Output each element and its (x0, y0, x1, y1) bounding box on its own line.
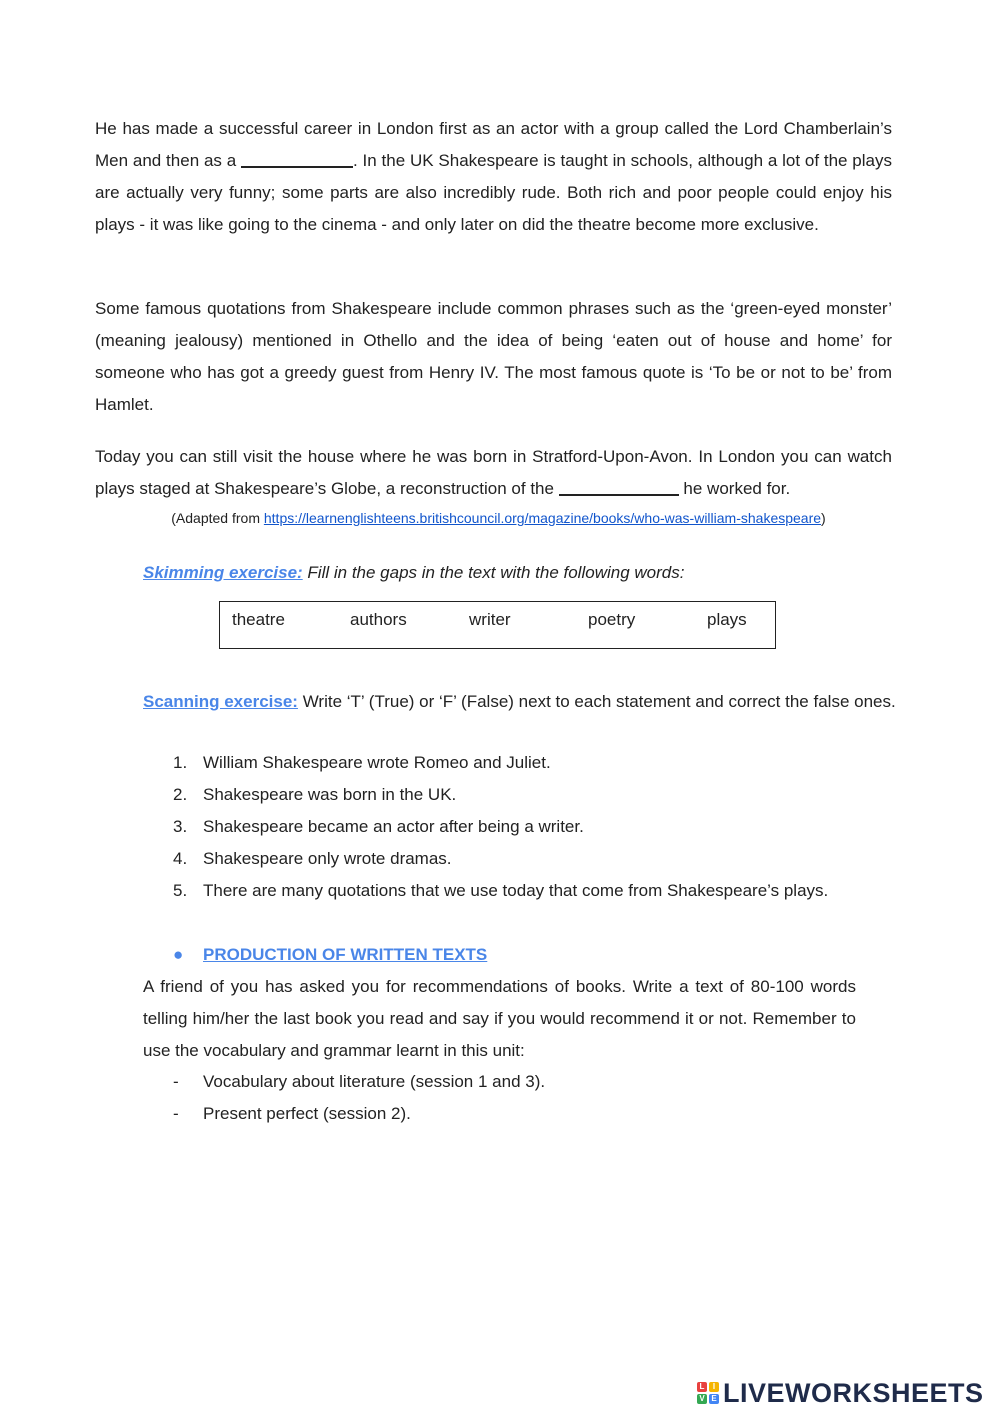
logo-text: LIVEWORKSHEETS (723, 1377, 984, 1408)
requirement-item (173, 1066, 545, 1098)
paragraph-globe-start: Today you can still visit the house where he was born in Stratford-Upon-Avon. In London you can watch plays staged at Shakespeare’s Globe, a reconstruction of the (95, 447, 892, 498)
statement-number: 2. (173, 785, 188, 804)
requirement-item (173, 1098, 411, 1130)
word-bank (219, 601, 776, 649)
statement-item (173, 843, 452, 875)
logo-mark-letter: V (697, 1394, 707, 1404)
source-link[interactable]: https://learnenglishteens.britishcouncil.org/magazine/books/who-was-william-shakespeare (263, 510, 822, 526)
paragraph-globe (95, 441, 892, 505)
statement-number: 3. (173, 817, 188, 836)
bullet-icon: ● (173, 945, 184, 964)
source-suffix: ) (821, 510, 826, 526)
paragraph-career (95, 113, 892, 241)
liveworksheets-logo (697, 1378, 984, 1408)
scanning-title: Scanning exercise: (143, 692, 298, 711)
logo-mark-letter: L (697, 1382, 707, 1392)
skimming-title: Skimming exercise: (143, 563, 303, 582)
gap-blank-1[interactable] (241, 148, 353, 168)
skimming-instruction: Fill in the gaps in the text with the following words: (302, 563, 685, 582)
statement-number: 4. (173, 849, 188, 868)
statement-number: 1. (173, 753, 188, 772)
production-title: PRODUCTION OF WRITTEN TEXTS (203, 945, 488, 964)
dash-icon: - (173, 1072, 179, 1091)
scanning-instruction: Write ‘T’ (True) or ‘F’ (False) next to each statement and correct the false ones. (297, 692, 896, 711)
word-bank-item: writer (469, 610, 511, 629)
source-citation (95, 508, 902, 528)
statement-number: 5. (173, 881, 188, 900)
statement-text: Shakespeare became an actor after being a writer. (203, 817, 584, 836)
paragraph-career-start: He has made a successful career in London first as an actor with a group called the Lord Chamberlain’s Men and then as a (95, 119, 892, 170)
statement-text: There are many quotations that we use today that come from Shakespeare’s plays. (203, 881, 829, 900)
paragraph-quotations-text: Some famous quotations from Shakespeare include common phrases such as the ‘green-eyed monster’ (meaning jealousy) mentioned in Othello and the idea of being ‘eaten out of house and home’ for someone who has got a greedy guest from Henry IV. The most famous quote is ‘To be or not to be’ from Hamlet. (95, 299, 892, 414)
statement-item (173, 811, 584, 843)
statement-text: Shakespeare only wrote dramas. (203, 849, 452, 868)
logo-mark-letter: I (709, 1382, 719, 1392)
paragraph-quotations (95, 293, 892, 421)
logo-mark-letter: E (709, 1394, 719, 1404)
gap-blank-2[interactable] (559, 476, 679, 496)
statement-item (173, 779, 456, 811)
scanning-exercise (143, 686, 903, 718)
statement-item (173, 875, 828, 907)
requirement-text: Vocabulary about literature (session 1 and 3). (203, 1072, 546, 1091)
word-bank-item: authors (350, 610, 407, 629)
production-instructions (143, 971, 856, 1067)
paragraph-career-end: . In the UK Shakespeare is taught in schools, although a lot of the plays are actually very funny; some parts are also incredibly rude. Both rich and poor people could enjoy his plays - it was like going to the cinema - and only later on did the theatre become more exclusive. (95, 151, 892, 234)
statement-text: Shakespeare was born in the UK. (203, 785, 457, 804)
logo-mark-icon (697, 1382, 719, 1404)
production-text: A friend of you has asked you for recommendations of books. Write a text of 80-100 words telling him/her the last book you read and say if you would recommend it or not. Remember to use the vocabulary and grammar learnt in this unit: (143, 977, 856, 1060)
word-bank-item: plays (707, 610, 747, 629)
word-bank-item: poetry (588, 610, 636, 629)
dash-icon: - (173, 1104, 179, 1123)
word-bank-item: theatre (232, 610, 285, 629)
skimming-exercise (143, 560, 684, 586)
statement-item (173, 747, 551, 779)
statement-text: William Shakespeare wrote Romeo and Juliet. (203, 753, 551, 772)
source-prefix: (Adapted from (171, 510, 264, 526)
paragraph-globe-end: he worked for. (678, 479, 791, 498)
requirement-text: Present perfect (session 2). (203, 1104, 411, 1123)
